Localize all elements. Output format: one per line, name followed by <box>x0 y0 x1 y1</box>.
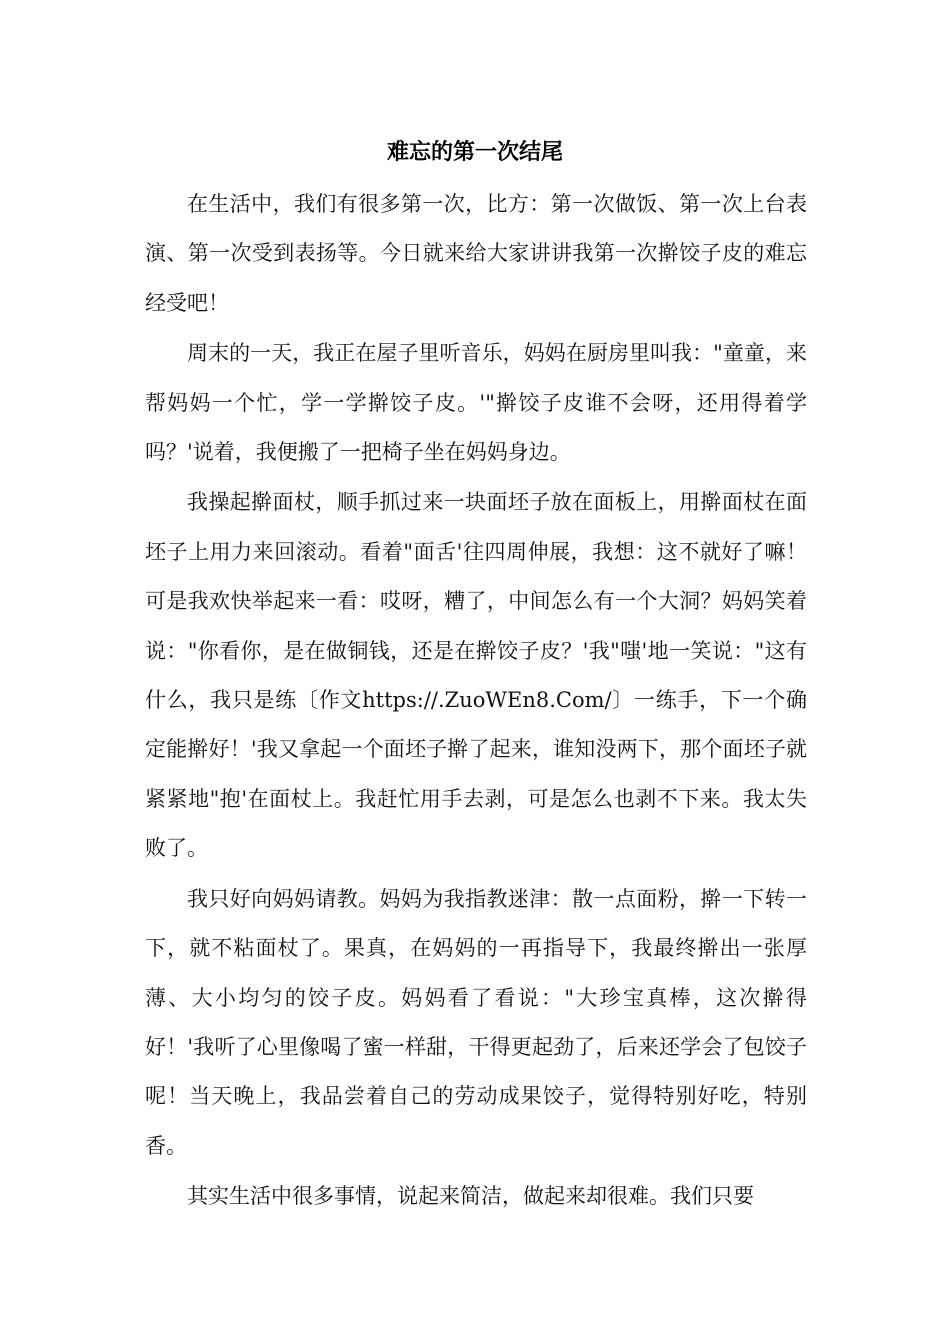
paragraph-3: 我操起擀面杖，顺手抓过来一块面坯子放在面板上，用擀面杖在面坯子上用力来回滚动。看着"面舌'往四周伸展，我想：这不就好了嘛！可是我欢快举起来一看：哎呀，糟了，中间怎么有一个大洞？妈妈笑着说："你看你，是在做铜钱，还是在擀饺子皮？'我"嗤'地一笑说："这有什么，我只是练〔作文https://.ZuoWEn8.Com/〕一练手，下一个确定能擀好！'我又拿起一个面坯子擀了起来，谁知没两下，那个面坯子就紧紧地"抱'在面杖上。我赶忙用手去剥，可是怎么也剥不下来。我太失败了。 <box>145 490 807 861</box>
paragraph-4: 我只好向妈妈请教。妈妈为我指教迷津：散一点面粉，擀一下转一下，就不粘面杖了。果真，在妈妈的一再指导下，我最终擀出一张厚薄、大小均匀的饺子皮。妈妈看了看说："大珍宝真棒，这次擀得好！'我听了心里像喝了蜜一样甜，干得更起劲了，后来还学会了包饺子呢！当天晚上，我品尝着自己的劳动成果饺子，觉得特别好吃，特别香。 <box>145 886 807 1158</box>
page-title: 难忘的第一次结尾 <box>386 139 563 165</box>
article-body <box>145 180 807 1223</box>
paragraph-2: 周末的一天，我正在屋子里听音乐，妈妈在厨房里叫我："童童，来帮妈妈一个忙，学一学擀饺子皮。'"擀饺子皮谁不会呀，还用得着学吗？'说着，我便搬了一把椅子坐在妈妈身边。 <box>145 341 807 465</box>
paragraph-5: 其实生活中很多事情，说起来简洁，做起来却很难。我们只要 <box>187 1184 754 1209</box>
paragraph-1: 在生活中，我们有很多第一次，比方：第一次做饭、第一次上台表演、第一次受到表扬等。今日就来给大家讲讲我第一次擀饺子皮的难忘经受吧！ <box>145 192 807 315</box>
